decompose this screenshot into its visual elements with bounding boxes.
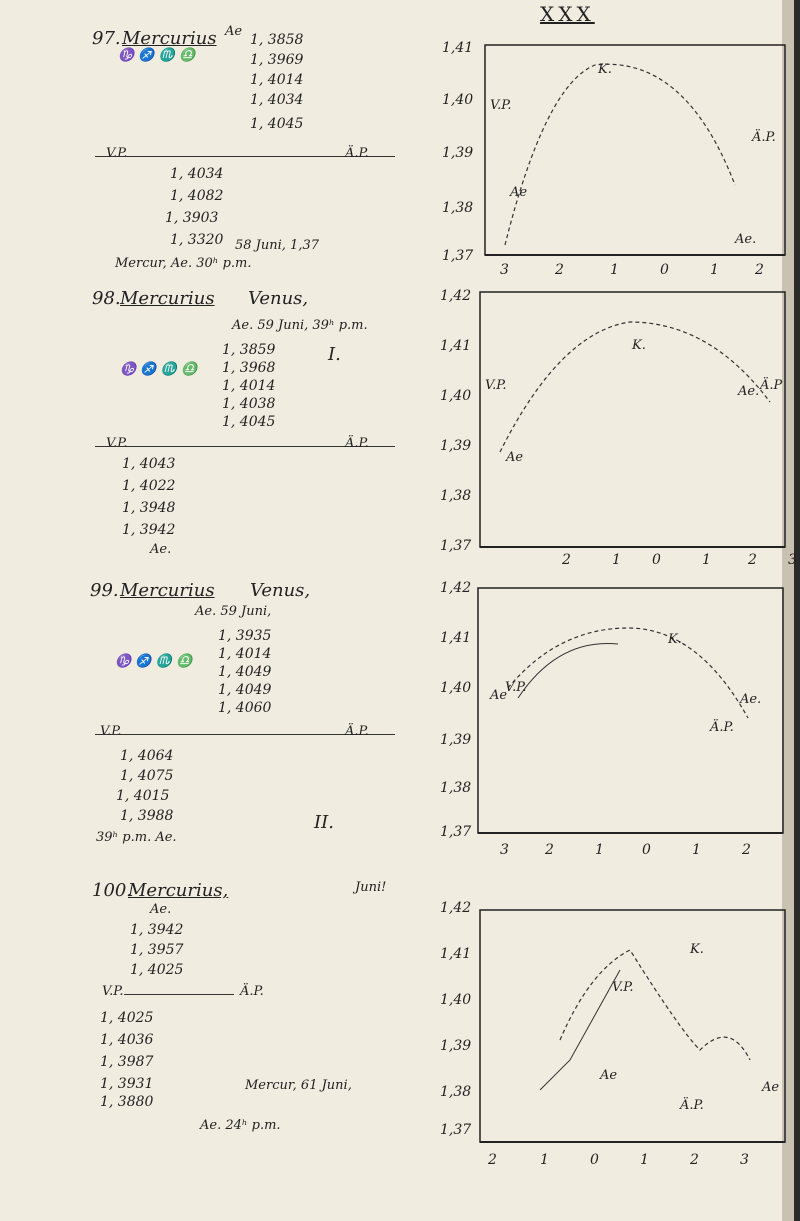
x-tick: 2 bbox=[742, 842, 751, 858]
scale-1: 1,42 bbox=[440, 900, 472, 916]
value-8: 1, 4015 bbox=[116, 788, 170, 804]
plot-k: K. bbox=[668, 632, 682, 647]
value-1: 1, 3935 bbox=[218, 628, 272, 644]
page-header: XXX bbox=[540, 2, 595, 26]
value-2: 1, 3957 bbox=[130, 942, 184, 958]
ep-label: Ä.P. bbox=[345, 436, 369, 451]
ae-label: Ae. bbox=[150, 542, 172, 557]
value-1: 1, 3942 bbox=[130, 922, 184, 938]
value-3: 1, 4014 bbox=[222, 378, 276, 394]
x-tick: 1 bbox=[692, 842, 701, 858]
page-binding bbox=[794, 0, 800, 1221]
entry-99 bbox=[0, 580, 760, 860]
scale-1: 1,42 bbox=[440, 288, 472, 304]
entry-number: 99. bbox=[90, 580, 119, 601]
plot-vp: V.P. bbox=[612, 980, 634, 995]
x-tick: 2 bbox=[562, 552, 571, 568]
scale-3: 1,40 bbox=[440, 680, 472, 696]
x-tick: 1 bbox=[612, 552, 621, 568]
value-4: 1, 4049 bbox=[218, 682, 272, 698]
entry-title-extra: Venus, bbox=[248, 288, 309, 309]
x-tick: 3 bbox=[500, 842, 509, 858]
value-5: 1, 4045 bbox=[222, 414, 276, 430]
x-tick: 0 bbox=[642, 842, 651, 858]
entry-title-extra: Venus, bbox=[250, 580, 311, 601]
x-tick: 2 bbox=[488, 1152, 497, 1168]
entry-sub: Ae. 59 Juni, 39ʰ p.m. bbox=[232, 318, 368, 333]
ep-label: Ä.P. bbox=[240, 984, 264, 999]
x-tick: 0 bbox=[660, 262, 669, 278]
curve-plot-100 bbox=[480, 910, 785, 1150]
scale-1: 1,42 bbox=[440, 580, 472, 596]
entry-number: 98. bbox=[92, 288, 121, 309]
scale-4: 1,38 bbox=[442, 200, 474, 216]
value-3: 1, 4049 bbox=[218, 664, 272, 680]
scale-3: 1,39 bbox=[442, 145, 474, 161]
x-tick: 1 bbox=[595, 842, 604, 858]
entry-title: Mercurius bbox=[120, 288, 215, 309]
value-1: 1, 3859 bbox=[222, 342, 276, 358]
value-7: 1, 4075 bbox=[120, 768, 174, 784]
value-4: 1, 4038 bbox=[222, 396, 276, 412]
entry-98 bbox=[0, 288, 797, 570]
vp-label: V.P. bbox=[106, 436, 128, 451]
value-9: 1, 3988 bbox=[120, 808, 174, 824]
plot-ae2: Ae bbox=[762, 1080, 780, 1095]
plot-k: K. bbox=[598, 62, 612, 77]
entry-title-extra: Ae bbox=[225, 24, 243, 39]
scale-5: 1,38 bbox=[440, 780, 472, 796]
x-tick: 1 bbox=[640, 1152, 649, 1168]
value-8: 1, 3948 bbox=[122, 500, 176, 516]
scale-5: 1,38 bbox=[440, 1084, 472, 1100]
entry-footer: Mercur, Ae. 30ʰ p.m. bbox=[115, 256, 252, 271]
entry-title: Mercurius bbox=[120, 580, 215, 601]
scale-5: 1,37 bbox=[442, 248, 474, 264]
value-2: 1, 3969 bbox=[250, 52, 304, 68]
value-4: 1, 4034 bbox=[250, 92, 304, 108]
scale-6: 1,37 bbox=[440, 538, 472, 554]
curve-plot-99 bbox=[478, 588, 783, 838]
x-tick: 1 bbox=[610, 262, 619, 278]
x-tick: 2 bbox=[755, 262, 764, 278]
value-5: 1, 4045 bbox=[250, 116, 304, 132]
entry-footer2: Mercur, 61 Juni, bbox=[245, 1078, 352, 1093]
entry-97 bbox=[0, 0, 776, 285]
plot-ae2: Ae. bbox=[735, 232, 757, 247]
zodiac-signs: ♑ ♐ ♏ ♎ bbox=[118, 48, 196, 63]
entry-footer: 39ʰ p.m. Ae. bbox=[96, 830, 177, 845]
roman-numeral: I. bbox=[328, 344, 341, 365]
value-3: 1, 4025 bbox=[130, 962, 184, 978]
x-tick: 0 bbox=[652, 552, 661, 568]
plot-ae: Ae. bbox=[738, 384, 760, 399]
plot-vp: V.P. bbox=[490, 98, 512, 113]
plot-ap: Ä.P. bbox=[680, 1098, 704, 1113]
scale-1: 1,41 bbox=[442, 40, 474, 56]
ep-label: Ä.P. bbox=[345, 724, 369, 739]
value-2: 1, 3968 bbox=[222, 360, 276, 376]
x-tick: 1 bbox=[702, 552, 711, 568]
plot-ae2: Ae. bbox=[740, 692, 762, 707]
value-9: 1, 3942 bbox=[122, 522, 176, 538]
entry-footer: Ae. 24ʰ p.m. bbox=[200, 1118, 281, 1133]
value-1: 1, 3858 bbox=[250, 32, 304, 48]
plot-ae: Ae bbox=[490, 688, 508, 703]
plot-vp: V.P. bbox=[505, 680, 527, 695]
plot-ap: Ä.P bbox=[760, 378, 783, 393]
entry-title: Mercurius, bbox=[128, 880, 229, 901]
value-6: 1, 4043 bbox=[122, 456, 176, 472]
scale-2: 1,41 bbox=[440, 338, 472, 354]
value-9: 1, 3320 bbox=[170, 232, 224, 248]
scale-2: 1,41 bbox=[440, 630, 472, 646]
tlabel: Ae. bbox=[150, 902, 172, 917]
ep-label: Ä.P. bbox=[345, 146, 369, 161]
entry-number: 100. bbox=[92, 880, 133, 901]
plot-k: K. bbox=[632, 338, 646, 353]
vp-label: V.P. bbox=[100, 724, 122, 739]
value-6: 1, 4034 bbox=[170, 166, 224, 182]
entry-number: 97. bbox=[92, 28, 121, 49]
scale-6: 1,37 bbox=[440, 1122, 472, 1138]
x-tick: 2 bbox=[690, 1152, 699, 1168]
value-8: 1, 3880 bbox=[100, 1094, 154, 1110]
vp-label: V.P. bbox=[102, 984, 124, 999]
entry-title-extra: Juni! bbox=[355, 880, 387, 895]
value-6: 1, 4064 bbox=[120, 748, 174, 764]
x-tick: 0 bbox=[590, 1152, 599, 1168]
scale-4: 1,39 bbox=[440, 732, 472, 748]
x-tick: 2 bbox=[748, 552, 757, 568]
scale-3: 1,40 bbox=[440, 388, 472, 404]
x-tick: 2 bbox=[545, 842, 554, 858]
plot-ap: Ä.P. bbox=[710, 720, 734, 735]
zodiac-signs: ♑ ♐ ♏ ♎ bbox=[115, 654, 193, 669]
scale-2: 1,40 bbox=[442, 92, 474, 108]
entry-title: Mercurius bbox=[122, 28, 217, 49]
value-7: 1, 3931 bbox=[100, 1076, 154, 1092]
vp-label: V.P. bbox=[106, 146, 128, 161]
x-tick: 3 bbox=[788, 552, 797, 568]
value-2: 1, 4014 bbox=[218, 646, 272, 662]
plot-k: K. bbox=[690, 942, 704, 957]
plot-ae2: Ae bbox=[506, 450, 524, 465]
value-7: 1, 4082 bbox=[170, 188, 224, 204]
value-3: 1, 4014 bbox=[250, 72, 304, 88]
roman-numeral: II. bbox=[314, 812, 334, 833]
x-tick: 3 bbox=[500, 262, 509, 278]
value-7: 1, 4022 bbox=[122, 478, 176, 494]
value-6: 1, 3987 bbox=[100, 1054, 154, 1070]
scale-5: 1,38 bbox=[440, 488, 472, 504]
value-4: 1, 4025 bbox=[100, 1010, 154, 1026]
plot-ap: Ä.P. bbox=[752, 130, 776, 145]
entry-footer2: 58 Juni, 1,37 bbox=[235, 238, 319, 253]
scale-4: 1,39 bbox=[440, 1038, 472, 1054]
entry-100 bbox=[0, 880, 780, 1200]
entry-sub: Ae. 59 Juni, bbox=[195, 604, 272, 619]
x-tick: 3 bbox=[740, 1152, 749, 1168]
value-8: 1, 3903 bbox=[165, 210, 219, 226]
plot-ae: Ae bbox=[510, 185, 528, 200]
scale-6: 1,37 bbox=[440, 824, 472, 840]
zodiac-signs: ♑ ♐ ♏ ♎ bbox=[120, 362, 198, 377]
scale-4: 1,39 bbox=[440, 438, 472, 454]
curve-plot-98 bbox=[480, 292, 785, 552]
scale-2: 1,41 bbox=[440, 946, 472, 962]
scale-3: 1,40 bbox=[440, 992, 472, 1008]
value-5: 1, 4036 bbox=[100, 1032, 154, 1048]
plot-ae: Ae bbox=[600, 1068, 618, 1083]
x-tick: 1 bbox=[710, 262, 719, 278]
plot-vp: V.P. bbox=[485, 378, 507, 393]
x-tick: 2 bbox=[555, 262, 564, 278]
value-5: 1, 4060 bbox=[218, 700, 272, 716]
x-tick: 1 bbox=[540, 1152, 549, 1168]
